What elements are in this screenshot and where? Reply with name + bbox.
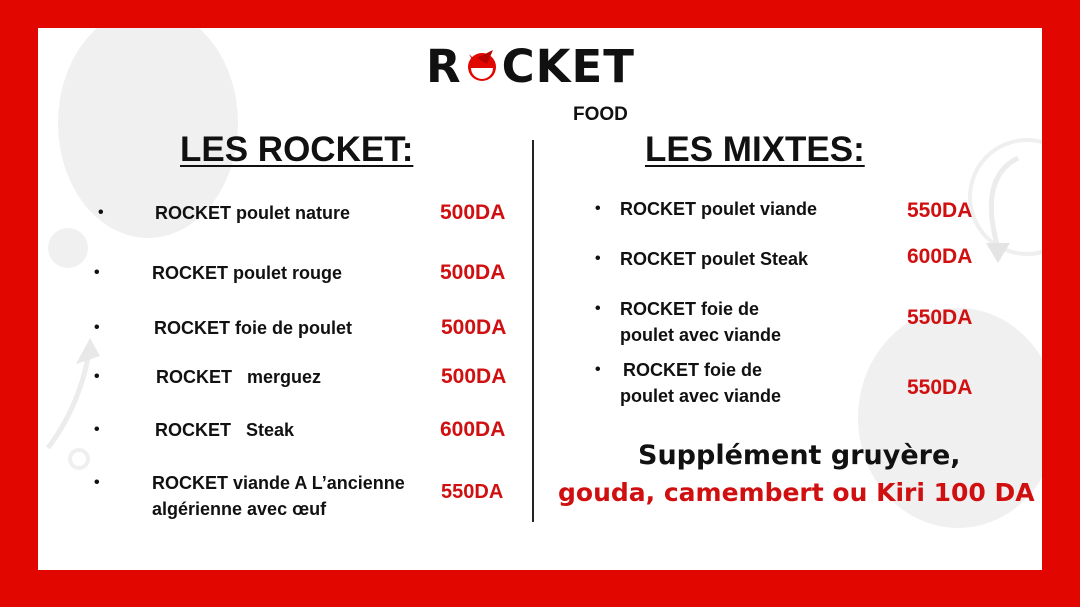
bullet: • — [595, 361, 601, 378]
menu-item-price: 600DA — [907, 245, 973, 268]
bullet: • — [94, 368, 100, 385]
menu-item-price: 500DA — [441, 316, 507, 339]
menu-item-price: 550DA — [441, 481, 504, 503]
bullet: • — [94, 319, 100, 336]
bullet: • — [595, 300, 601, 317]
menu-item-name-cont: algérienne avec œuf — [152, 499, 327, 519]
supplement-line-2: gouda, camembert ou Kiri 100 DA — [558, 478, 1035, 507]
right-section-heading: LES MIXTES: — [645, 130, 865, 169]
menu-item-name-cont: poulet avec viande — [620, 325, 782, 345]
decor-blob — [48, 228, 88, 268]
menu-item-price: 500DA — [441, 365, 507, 388]
menu-item-price: 550DA — [907, 306, 973, 329]
bullet: • — [94, 474, 100, 491]
menu-item-name-cont: poulet avec viande — [620, 386, 782, 406]
bullet: • — [595, 200, 601, 217]
supplement-line-1: Supplément gruyère, — [638, 440, 961, 471]
rocket-icon — [463, 46, 501, 84]
menu-item-name: ROCKET foie de — [623, 360, 763, 380]
menu-item-price: 500DA — [440, 201, 506, 224]
menu-item-name: ROCKET poulet nature — [155, 203, 351, 223]
bullet: • — [94, 421, 100, 438]
menu-item-name: ROCKET merguez — [156, 367, 322, 387]
menu-item-price: 600DA — [440, 418, 506, 441]
menu-item-name: ROCKET viande A L’ancienne — [152, 473, 405, 493]
column-divider — [532, 140, 534, 522]
menu-board — [38, 28, 1042, 570]
logo-subtitle: FOOD — [573, 104, 628, 125]
bullet: • — [595, 250, 601, 267]
left-section-heading: LES ROCKET: — [180, 130, 414, 169]
menu-item-name: ROCKET Steak — [155, 420, 295, 440]
menu-item-name: ROCKET poulet rouge — [152, 263, 342, 283]
menu-item-name: ROCKET foie de poulet — [154, 318, 352, 338]
menu-item-price: 550DA — [907, 376, 973, 399]
menu-item-name: ROCKET poulet Steak — [620, 249, 809, 269]
menu-item-name: ROCKET poulet viande — [620, 199, 818, 219]
menu-item-name: ROCKET foie de — [620, 299, 760, 319]
bullet: • — [94, 264, 100, 281]
menu-item-price: 550DA — [907, 199, 973, 222]
bullet: • — [98, 204, 104, 221]
logo-wordmark: R CKET — [426, 40, 635, 93]
arrow-decor-icon — [38, 328, 118, 458]
rocket-food-logo — [426, 38, 656, 128]
menu-item-price: 500DA — [440, 261, 506, 284]
